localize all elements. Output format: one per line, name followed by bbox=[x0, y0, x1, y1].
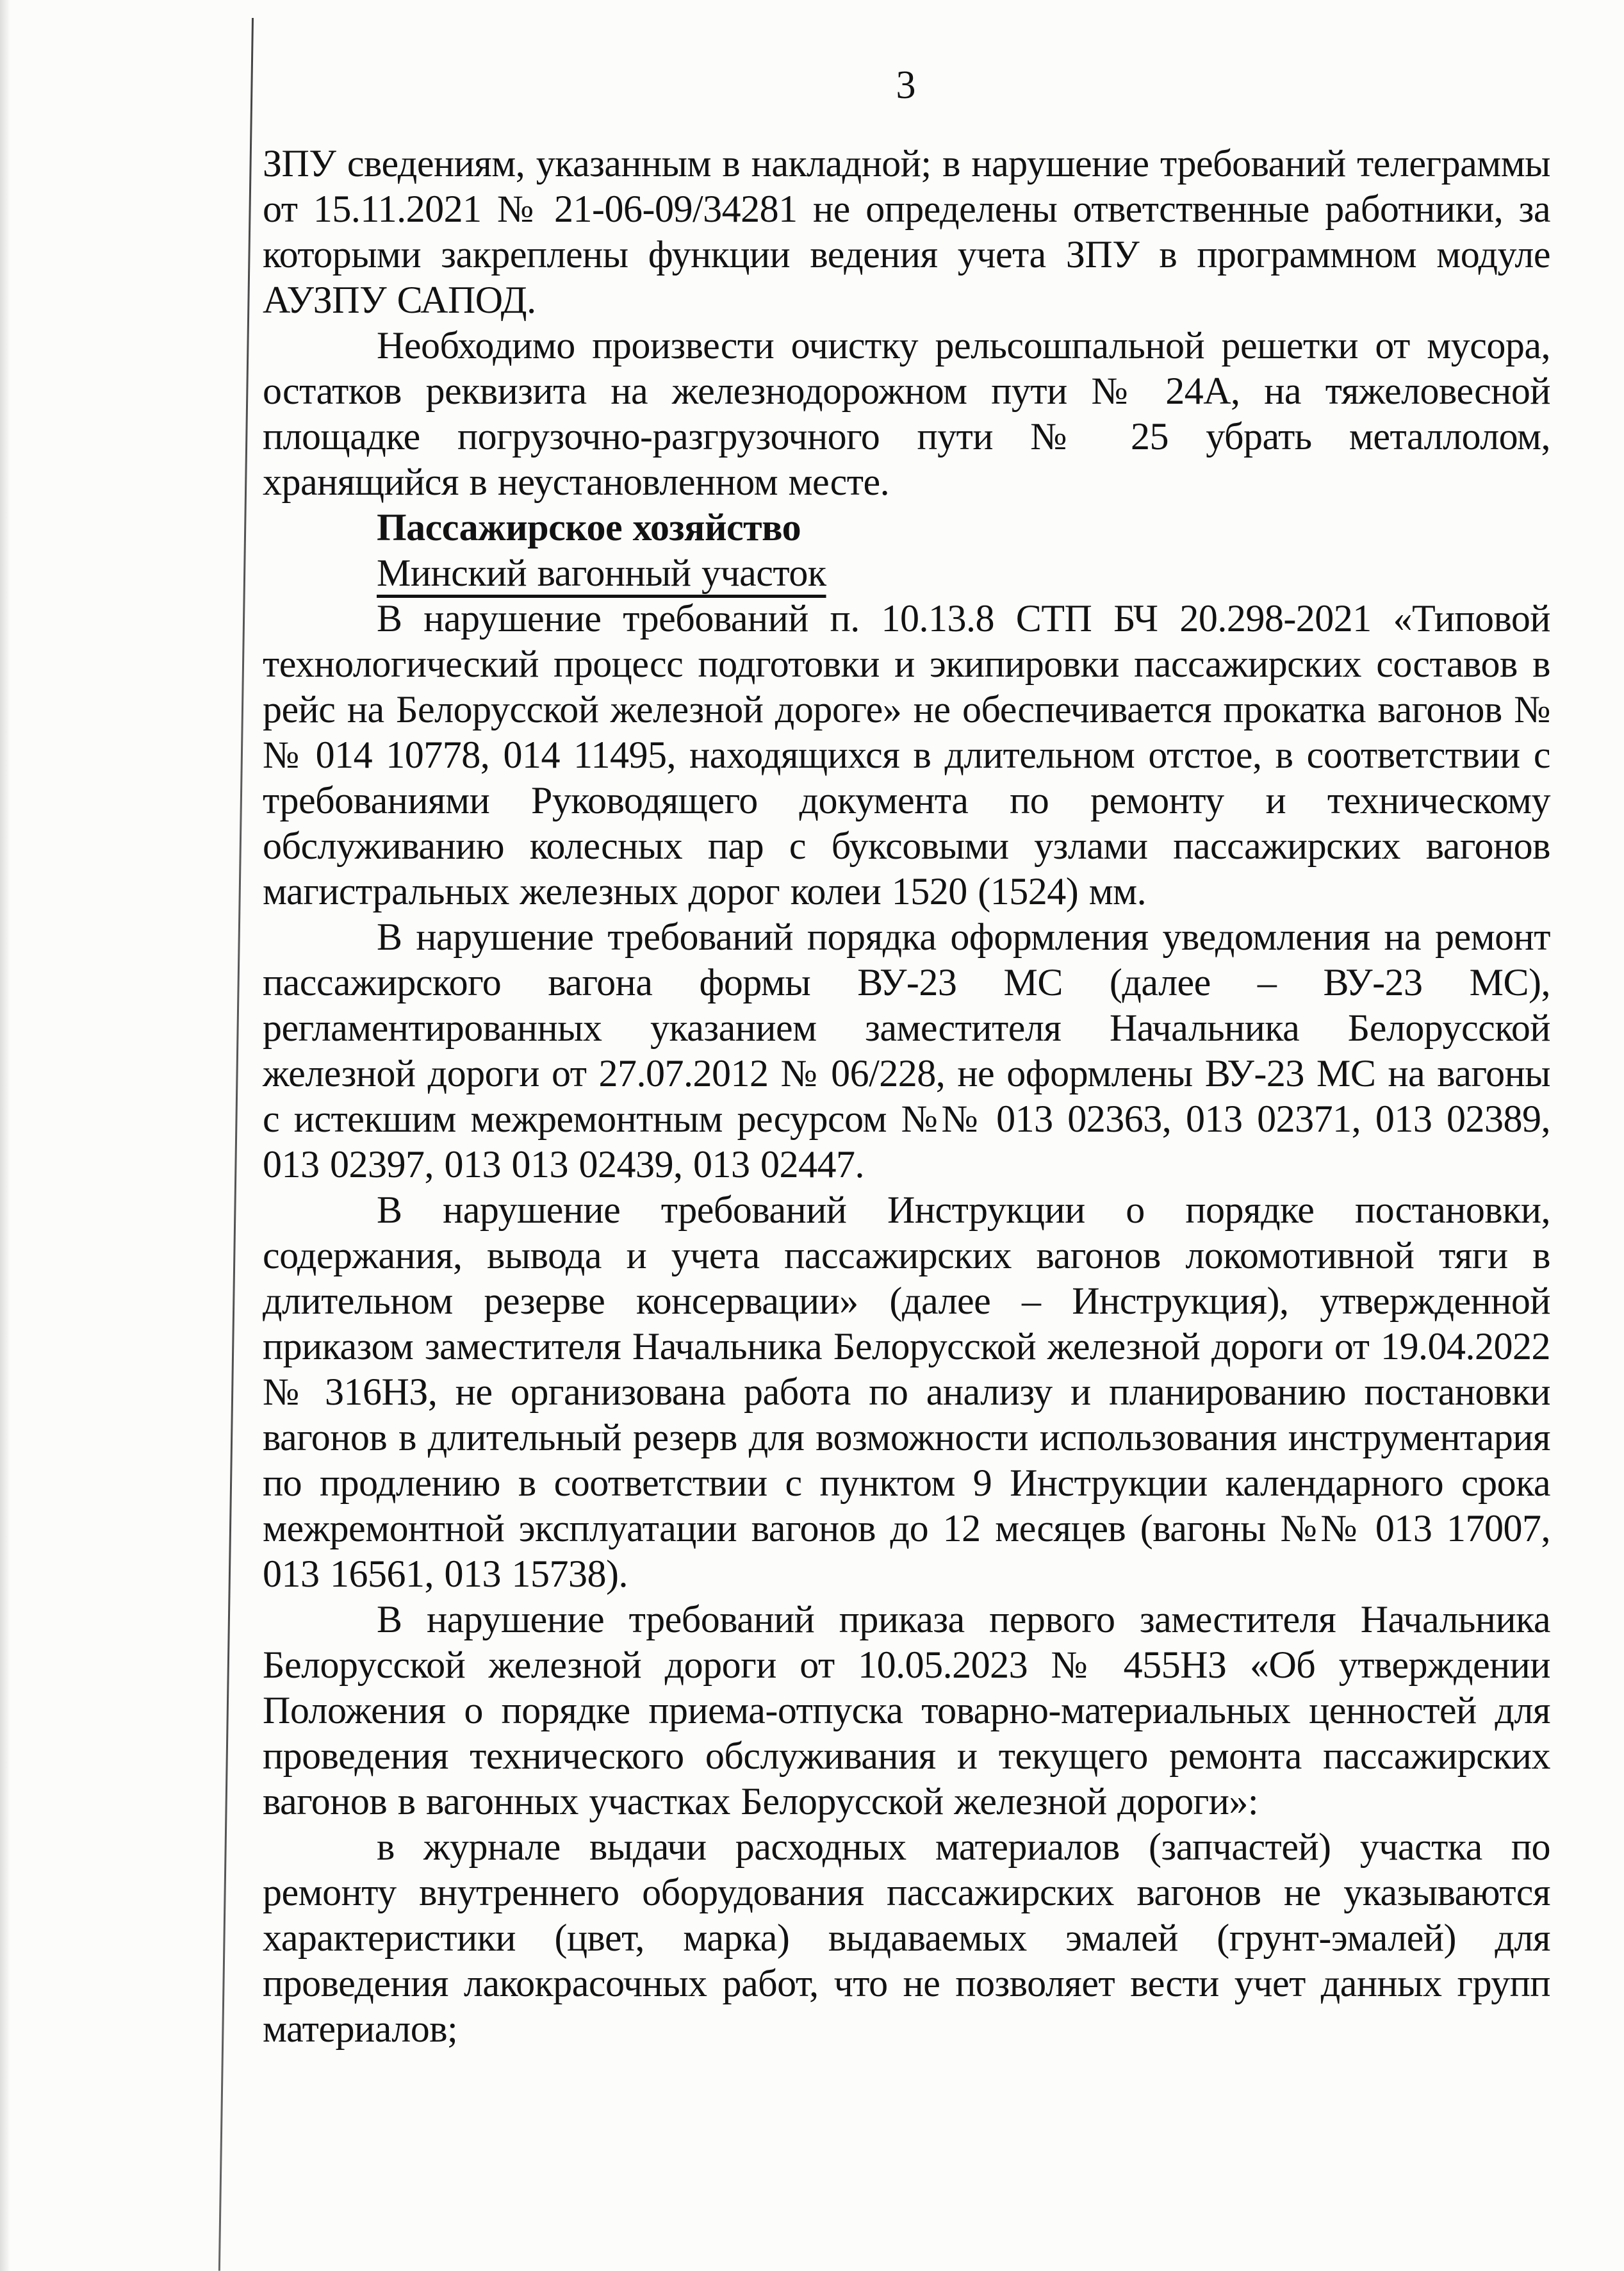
body-paragraph: В нарушение требований порядка оформления уведомления на ремонт пассажирского вагона формы ВУ-23 МС (далее – ВУ-23 МС), регламентированных указанием заместителя Начальника Белорусской железной дороги от 27.07.2012 № 06/228, не оформлены ВУ-23 МС на вагоны с истекшим межремонтным ресурсом №№ 013 02363, 013 02371, 013 02389, 013 02397, 013 013 02439, 013 02447. bbox=[263, 916, 1550, 1185]
subsection-heading: Минский вагонный участок bbox=[377, 552, 826, 594]
body-paragraph: ЗПУ сведениям, указанным в накладной; в нарушение требований телеграммы от 15.11.2021 № 21-06-09/34281 не определены ответственные работники, за которыми закреплены функции ведения учета ЗПУ в программном модуле АУЗПУ САПОД. bbox=[263, 142, 1550, 321]
body-paragraph: Необходимо произвести очистку рельсошпальной решетки от мусора, остатков реквизита на железнодорожном пути № 24А, на тяжеловесной площадке погрузочно-разгрузочного пути № 25 убрать металлолом, хранящийся в неустановленном месте. bbox=[263, 324, 1550, 503]
body-paragraph: в журнале выдачи расходных материалов (запчастей) участка по ремонту внутреннего оборудования пассажирских вагонов не указываются характеристики (цвет, марка) выдаваемых эмалей (грунт-эмалей) для проведения лакокрасочных работ, что не позволяет вести учет данных групп материалов; bbox=[263, 1826, 1550, 2050]
body-paragraph: В нарушение требований Инструкции о порядке постановки, содержания, вывода и учета пассажирских вагонов локомотивной тяги в длительном резерве консервации» (далее – Инструкция), утвержденной приказом заместителя Начальника Белорусской железной дороги от 19.04.2022 № 316НЗ, не организована работа по анализу и планированию постановки вагонов в длительный резерв для возможности использования инструментария по продлению в соответствии с пунктом 9 Инструкции календарного срока межремонтной эксплуатации вагонов до 12 месяцев (вагоны №№ 013 17007, 013 16561, 013 15738). bbox=[263, 1189, 1550, 1595]
body-paragraph: В нарушение требований приказа первого заместителя Начальника Белорусской железной дороги от 10.05.2023 № 455НЗ «Об утверждении Положения о порядке приема-отпуска товарно-материальных ценностей для проведения технического обслуживания и текущего ремонта пассажирских вагонов в вагонных участках Белорусской железной дороги»: bbox=[263, 1598, 1550, 1822]
page-edge-shadow bbox=[0, 0, 10, 2271]
page-number: 3 bbox=[896, 63, 916, 107]
scan-margin-line bbox=[218, 18, 254, 2271]
document-body bbox=[263, 141, 1550, 2052]
body-paragraph: В нарушение требований п. 10.13.8 СТП БЧ 20.298-2021 «Типовой технологический процесс подготовки и экипировки пассажирских составов в рейс на Белорусской железной дороге» не обеспечивается прокатка вагонов №№ 014 10778, 014 11495, находящихся в длительном отстое, в соответствии с требованиями Руководящего документа по ремонту и техническому обслуживанию колесных пар с буксовыми узлами пассажирских вагонов магистральных железных дорог колеи 1520 (1524) мм. bbox=[263, 597, 1550, 913]
section-heading: Пассажирское хозяйство bbox=[377, 506, 801, 549]
